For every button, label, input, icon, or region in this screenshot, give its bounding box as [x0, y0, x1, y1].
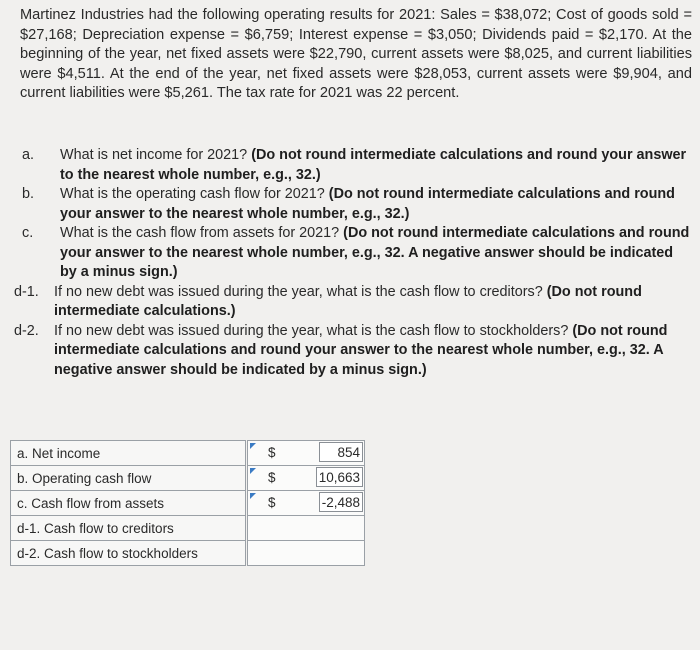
question-text: What is the operating cash flow for 2021? — [60, 186, 325, 202]
answer-label: c. Cash flow from assets — [11, 491, 246, 516]
table-row — [11, 516, 365, 541]
answer-label: a. Net income — [11, 441, 246, 466]
question-instruction: (Do not round intermediate calculations.) — [54, 283, 642, 319]
question-label: d-2. — [14, 322, 39, 339]
table-row — [11, 441, 365, 466]
question-a — [14, 146, 690, 185]
answer-label: d-1. Cash flow to creditors — [11, 516, 246, 541]
answer-input-operating-cash-flow[interactable]: 10,663 — [316, 467, 363, 487]
answer-input-cash-flow-to-stockholders[interactable] — [248, 541, 365, 566]
question-text: If no new debt was issued during the year, what is the cash flow to stockholders? — [54, 322, 569, 339]
question-d1 — [14, 283, 690, 322]
answer-input-cash-flow-from-assets[interactable]: -2,488 — [319, 492, 363, 512]
question-text: What is net income for 2021? — [60, 147, 248, 163]
question-label: a. — [22, 147, 35, 163]
question-label: d-1. — [14, 283, 39, 300]
answer-label: b. Operating cash flow — [11, 466, 246, 491]
answer-input-net-income[interactable]: 854 — [319, 442, 363, 462]
flag-icon — [250, 493, 256, 499]
answer-input-cash-flow-to-creditors[interactable] — [248, 516, 365, 541]
answer-cell[interactable] — [248, 441, 365, 466]
question-list — [14, 146, 690, 380]
flag-icon — [250, 468, 256, 474]
table-row — [11, 541, 365, 566]
answer-cell[interactable] — [248, 466, 365, 491]
question-instruction: (Do not round intermediate calculations and round your answer to the nearest whole number, e.g., 32. A negative answer should be indicated by a minus sign.) — [60, 225, 690, 280]
currency-symbol: $ — [268, 445, 276, 460]
table-row — [11, 466, 365, 491]
question-d2 — [14, 322, 690, 381]
question-label: b. — [22, 186, 35, 202]
question-text: If no new debt was issued during the year, what is the cash flow to creditors? — [54, 283, 543, 300]
question-instruction: (Do not round intermediate calculations and round your answer to the nearest whole number, e.g., 32. A negative answer should be indicated by a minus sign.) — [54, 322, 668, 378]
question-instruction: (Do not round intermediate calculations and round your answer to the nearest whole number, e.g., 32.) — [60, 147, 687, 183]
answer-cell[interactable] — [248, 491, 365, 516]
currency-symbol: $ — [268, 495, 276, 510]
answer-label: d-2. Cash flow to stockholders — [11, 541, 246, 566]
question-instruction: (Do not round intermediate calculations and round your answer to the nearest whole number, e.g., 32.) — [60, 186, 675, 222]
question-c — [14, 224, 690, 283]
table-row — [11, 491, 365, 516]
problem-statement: Martinez Industries had the following operating results for 2021: Sales = $38,072; Cost of goods sold = $27,168; Depreciation expense = $6,759; Interest expense = $3,050; Dividends paid = $2,170. At the beginning of the year, net fixed assets were $22,790, current assets were $8,025, and current liabilities were $4,511. At the end of the year, net fixed assets were $28,053, current assets were $9,904, and current liabilities were $5,261. The tax rate for 2021 was 22 percent. — [20, 7, 692, 101]
answer-table — [10, 440, 365, 566]
question-text: What is the cash flow from assets for 2021? — [60, 225, 340, 241]
question-b — [14, 185, 690, 224]
flag-icon — [250, 443, 256, 449]
question-label: c. — [22, 225, 34, 241]
currency-symbol: $ — [268, 470, 276, 485]
